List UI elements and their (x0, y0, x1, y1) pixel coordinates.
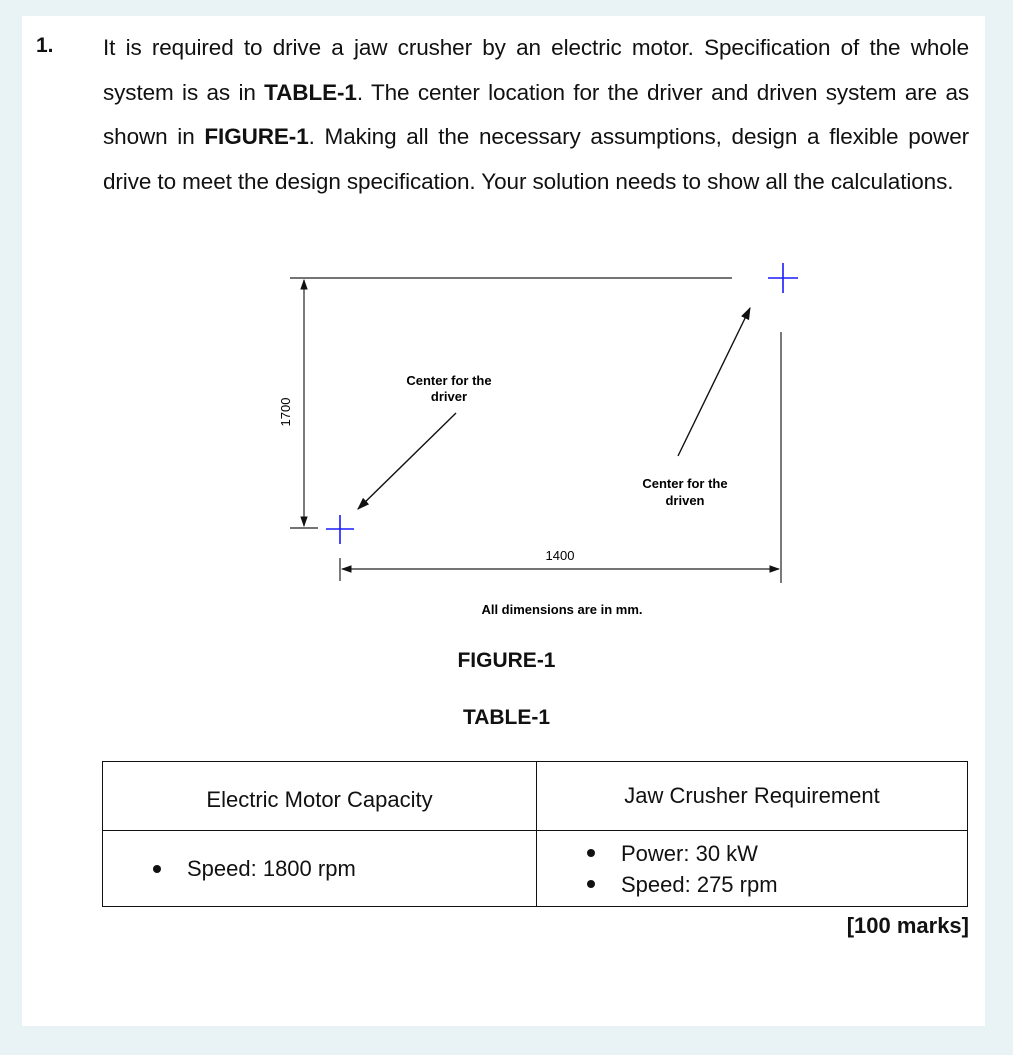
crusher-requirement-header: Jaw Crusher Requirement (537, 762, 968, 831)
list-item (103, 853, 536, 884)
driven-label-line-2: driven (665, 493, 705, 508)
question-text-part-1: It is required to drive a jaw crusher by an electric motor. Specification of the whole system is as in (103, 35, 969, 105)
driven-leader-arrow (678, 308, 750, 456)
figure-reference: FIGURE-1 (204, 124, 309, 149)
crusher-speed-text: Speed: 275 rpm (621, 871, 778, 897)
question-number: 1. (36, 34, 54, 57)
marks-label: [100 marks] (846, 913, 969, 938)
driver-label-line-2: driver (430, 389, 468, 404)
figure-caption: FIGURE-1 (457, 649, 556, 672)
bullet-icon (153, 865, 161, 873)
driven-center-marker (768, 263, 798, 293)
specification-table (102, 761, 968, 907)
crusher-power-text: Power: 30 kW (621, 840, 758, 866)
table-caption: TABLE-1 (462, 706, 551, 729)
motor-speed-text: Speed: 1800 rpm (187, 856, 356, 881)
list-item (537, 869, 967, 900)
vertical-dimension-label: 1700 (278, 397, 293, 427)
bullet-icon (587, 880, 595, 888)
bullet-icon (587, 849, 595, 857)
motor-capacity-header: Electric Motor Capacity (103, 762, 537, 831)
question-text-part-2: . The center location for the driver and driven system are as shown in (103, 79, 970, 149)
table-reference: TABLE-1 (264, 79, 357, 105)
driver-leader-arrow (358, 413, 456, 509)
list-item (537, 838, 967, 869)
motor-spec-cell (103, 831, 537, 907)
crusher-spec-cell (537, 831, 968, 907)
table-header-row (103, 762, 968, 831)
driver-center-marker (326, 515, 354, 544)
question-text-part-3: . Making all the necessary assumptions, design a flexible power drive to meet the design specification. Your solution needs to show all the calculations. (103, 124, 970, 194)
table-row (103, 831, 968, 907)
question-text (103, 26, 969, 204)
driven-label-line-1: Center for the (642, 476, 728, 491)
driver-label-line-1: Center for the (406, 373, 492, 388)
units-note: All dimensions are in mm. (481, 602, 643, 617)
horizontal-dimension-label: 1400 (545, 548, 575, 563)
